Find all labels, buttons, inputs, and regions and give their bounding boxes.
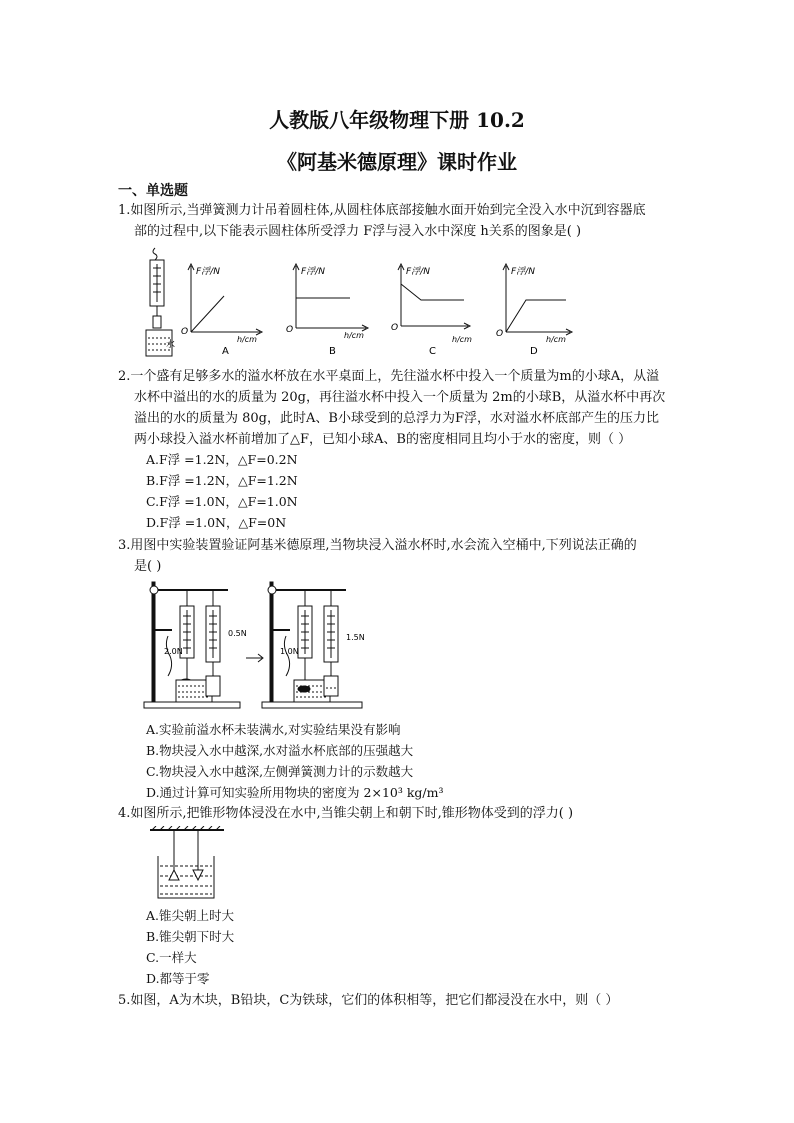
graph-a-origin: O <box>181 327 189 337</box>
graph-a-xlabel: h/cm <box>237 335 257 344</box>
graph-b-label: B <box>329 346 336 357</box>
label-0-5n: 0.5N <box>228 629 247 638</box>
q4-option-c: C.一样大 <box>146 950 197 965</box>
graph-d-xlabel: h/cm <box>546 335 566 344</box>
q4-figure <box>148 826 228 904</box>
graph-c <box>391 264 472 357</box>
arrow-icon <box>246 654 263 662</box>
q3-figure <box>140 576 380 716</box>
graph-c-origin: O <box>391 323 399 333</box>
q2-option-c: C.F浮 =1.0N，△F=1.0N <box>146 494 298 509</box>
label-2-0n: 2.0N <box>164 647 183 656</box>
graph-a-ylabel: F浮/N <box>196 267 220 277</box>
q2-line-2: 水杯中溢出的水的质量为 20g，再往溢水杯中投入一个质量为 2m的小球B，从溢水杯中再次 <box>134 390 666 405</box>
apparatus-right <box>262 582 362 708</box>
graph-d-ylabel: F浮/N <box>511 267 535 277</box>
section-label: 一、单选题 <box>118 183 188 199</box>
q4-option-a: A.锥尖朝上时大 <box>146 908 235 923</box>
q1-line-2: 部的过程中,以下能表示圆柱体所受浮力 F浮与浸入水中深度 h关系的图象是( ) <box>134 224 582 239</box>
title-line-2: 《阿基米德原理》课时作业 <box>277 150 517 174</box>
q4-line-1: 4.如图所示,把锥形物体浸没在水中,当锥尖朝上和朝下时,锥形物体受到的浮力( ) <box>118 806 574 821</box>
graph-c-label: C <box>429 346 436 357</box>
q2-line-1: 2.一个盛有足够多水的溢水杯放在水平桌面上，先往溢水杯中投入一个质量为m的小球A，从溢 <box>118 369 660 384</box>
q3-line-2: 是( ) <box>134 559 162 574</box>
water-label: 水 <box>166 340 176 350</box>
q2-line-3: 溢出的水的质量为 80g，此时A、B小球受到的总浮力为F浮，水对溢水杯底部产生的压力比 <box>134 411 659 426</box>
title-line-1: 人教版八年级物理下册 10.2 <box>269 108 525 132</box>
graph-b-origin: O <box>286 325 294 335</box>
graph-d <box>496 264 572 357</box>
q4-option-d: D.都等于零 <box>146 971 210 986</box>
q3-option-c: C.物块浸入水中越深,左侧弹簧测力计的示数越大 <box>146 764 414 779</box>
q2-option-a: A.F浮 =1.2N，△F=0.2N <box>146 452 298 467</box>
q2-line-4: 两小球投入溢水杯前增加了△F，已知小球A、B的密度相同且均小于水的密度，则（ ） <box>134 432 632 447</box>
graph-b-ylabel: F浮/N <box>301 267 325 277</box>
graph-b-xlabel: h/cm <box>344 331 364 340</box>
apparatus-left <box>144 582 240 708</box>
q3-option-a: A.实验前溢水杯未装满水,对实验结果没有影响 <box>146 722 401 737</box>
graph-d-origin: O <box>496 329 504 339</box>
graph-d-label: D <box>530 346 538 357</box>
q2-option-b: B.F浮 =1.2N，△F=1.2N <box>146 473 298 488</box>
q3-option-b: B.物块浸入水中越深,水对溢水杯底部的压强越大 <box>146 743 414 758</box>
q3-option-d: D.通过计算可知实验所用物块的密度为 2×10³ kg/m³ <box>146 785 444 800</box>
label-1-0n: 1.0N <box>280 647 299 656</box>
cone-container <box>150 826 224 898</box>
label-1-5n: 1.5N <box>346 633 365 642</box>
q4-option-b: B.锥尖朝下时大 <box>146 929 235 944</box>
graph-a-label: A <box>222 346 229 357</box>
graph-c-xlabel: h/cm <box>452 335 472 344</box>
graph-a <box>181 264 262 357</box>
q3-line-1: 3.用图中实验装置验证阿基米德原理,当物块浸入溢水杯时,水会流入空桶中,下列说法正确的 <box>118 538 637 553</box>
q1-line-1: 1.如图所示,当弹簧测力计吊着圆柱体,从圆柱体底部接触水面开始到完全没入水中沉到容器底 <box>118 203 646 218</box>
q5-line-1: 5.如图，A为木块，B铅块，C为铁球，它们的体积相等，把它们都浸没在水中，则（ ） <box>118 993 619 1008</box>
graph-b <box>286 264 368 357</box>
q2-option-d: D.F浮 =1.0N，△F=0N <box>146 515 287 530</box>
q1-figure <box>136 246 576 360</box>
graph-c-ylabel: F浮/N <box>406 267 430 277</box>
